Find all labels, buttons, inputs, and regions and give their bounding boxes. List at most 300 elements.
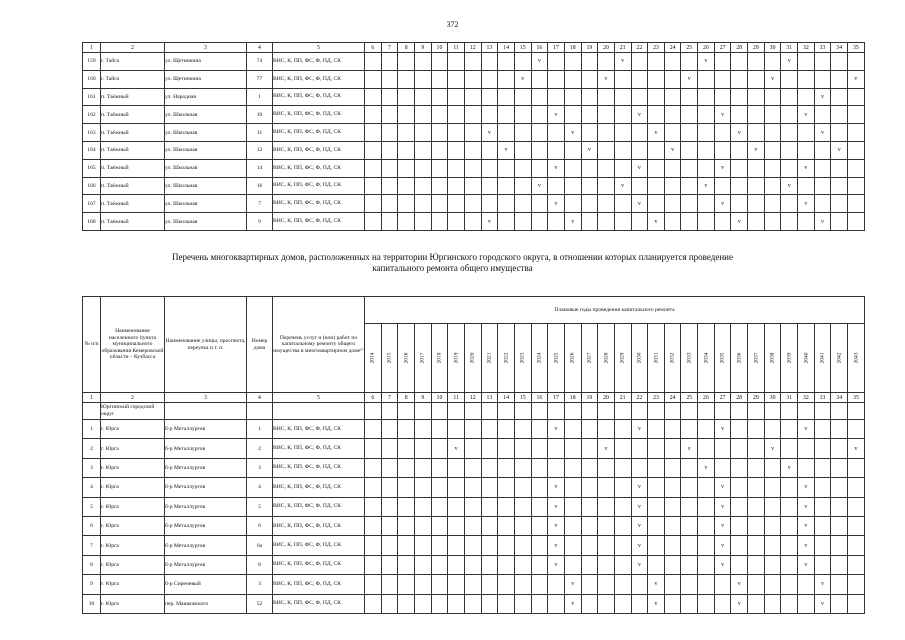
planned-year-mark: v — [631, 516, 648, 535]
year-cell — [381, 70, 398, 88]
planned-year-mark: v — [581, 141, 598, 159]
year-cell — [498, 516, 515, 535]
year-cell — [448, 420, 465, 439]
year-cell — [698, 575, 715, 594]
empty-cell — [714, 403, 731, 420]
year-cell — [448, 159, 465, 177]
year-cell — [814, 53, 831, 71]
year-cell — [614, 159, 631, 177]
year-cell — [464, 195, 481, 213]
year-cell — [614, 575, 631, 594]
year-cell — [365, 53, 382, 71]
year-cell — [464, 555, 481, 574]
year-cell — [531, 159, 548, 177]
house-number: 10 — [247, 106, 273, 124]
year-cell — [631, 70, 648, 88]
street-name: ул. Школьная — [165, 106, 247, 124]
empty-cell — [664, 403, 681, 420]
year-cell — [414, 458, 431, 477]
year-cell — [448, 497, 465, 516]
empty-cell — [564, 403, 581, 420]
year-cell — [564, 53, 581, 71]
services-list: ВИС, К, ПП, ФС, Ф, ПД, СК — [273, 88, 365, 106]
year-cell — [798, 177, 815, 195]
yurga-houses-table — [82, 296, 865, 614]
year-cell — [614, 70, 631, 88]
column-number: 2 — [101, 393, 165, 403]
year-cell — [598, 124, 615, 142]
year-cell — [814, 420, 831, 439]
empty-cell — [398, 403, 415, 420]
empty-cell — [648, 403, 665, 420]
year-cell — [531, 478, 548, 497]
year-cell — [581, 420, 598, 439]
house-number: 8 — [247, 555, 273, 574]
year-cell — [398, 594, 415, 613]
services-list: ВИС, К, ПП, ФС, Ф, ПД, СК — [273, 124, 365, 142]
year-cell — [631, 458, 648, 477]
year-cell — [681, 159, 698, 177]
year-cell — [464, 478, 481, 497]
year-cell — [365, 575, 382, 594]
year-cell — [731, 70, 748, 88]
table-row — [83, 536, 865, 555]
column-number: 29 — [748, 393, 765, 403]
year-cell — [798, 575, 815, 594]
year-cell — [531, 497, 548, 516]
settlement-name: г. Юрга — [101, 516, 165, 535]
column-number: 12 — [464, 393, 481, 403]
year-cell — [848, 555, 865, 574]
year-cell — [664, 53, 681, 71]
year-cell — [531, 195, 548, 213]
year-cell — [365, 141, 382, 159]
year-cell — [781, 478, 798, 497]
empty-cell — [247, 403, 273, 420]
year-cell — [431, 420, 448, 439]
col-header-years-title: Плановые годы проведения капитального ремонта — [365, 297, 865, 324]
year-cell — [781, 516, 798, 535]
year-cell — [664, 177, 681, 195]
table-row — [83, 439, 865, 458]
planned-year-mark: v — [731, 124, 748, 142]
year-cell — [398, 478, 415, 497]
column-number: 24 — [664, 43, 681, 53]
year-cell — [414, 213, 431, 231]
year-cell — [498, 124, 515, 142]
year-cell — [848, 497, 865, 516]
year-cell — [381, 420, 398, 439]
planned-year-mark: v — [548, 159, 565, 177]
year-cell — [481, 555, 498, 574]
year-cell — [598, 594, 615, 613]
year-cell — [464, 516, 481, 535]
column-number: 8 — [398, 393, 415, 403]
planned-year-mark: v — [848, 439, 865, 458]
year-cell — [848, 458, 865, 477]
services-list: ВИС, К, ПП, ФС, Ф, ПД, СК — [273, 516, 365, 535]
col-header-number: № п/п — [83, 297, 101, 393]
planned-year-mark: v — [798, 106, 815, 124]
year-cell — [664, 458, 681, 477]
year-cell — [414, 53, 431, 71]
planned-year-mark: v — [664, 141, 681, 159]
year-cell — [764, 88, 781, 106]
year-cell — [564, 497, 581, 516]
year-header — [381, 324, 398, 393]
column-number: 32 — [798, 43, 815, 53]
year-cell — [548, 458, 565, 477]
planned-year-mark: v — [548, 478, 565, 497]
year-cell — [464, 594, 481, 613]
year-cell — [414, 88, 431, 106]
year-cell — [464, 124, 481, 142]
empty-cell — [698, 403, 715, 420]
year-cell — [831, 88, 848, 106]
year-cell — [614, 141, 631, 159]
year-cell — [398, 141, 415, 159]
year-cell — [448, 106, 465, 124]
year-cell — [848, 594, 865, 613]
year-cell — [365, 177, 382, 195]
year-cell — [481, 88, 498, 106]
year-cell — [365, 536, 382, 555]
year-cell — [564, 177, 581, 195]
empty-cell — [681, 403, 698, 420]
table-row — [83, 555, 865, 574]
year-header — [414, 324, 431, 393]
planned-year-mark: v — [781, 458, 798, 477]
planned-year-mark: v — [714, 536, 731, 555]
year-cell — [581, 478, 598, 497]
planned-year-mark: v — [648, 594, 665, 613]
house-number: 14 — [247, 159, 273, 177]
year-cell — [598, 478, 615, 497]
year-cell — [698, 594, 715, 613]
row-number: 165 — [83, 159, 101, 177]
year-cell — [365, 555, 382, 574]
year-cell — [798, 70, 815, 88]
year-cell — [831, 420, 848, 439]
house-number: 11 — [247, 124, 273, 142]
house-number: 7 — [247, 195, 273, 213]
planned-year-mark: v — [714, 106, 731, 124]
year-cell — [431, 141, 448, 159]
year-cell — [748, 53, 765, 71]
year-header — [514, 324, 531, 393]
year-cell — [581, 594, 598, 613]
year-cell — [514, 106, 531, 124]
year-cell — [614, 536, 631, 555]
group-label: Юргинский городской округ — [101, 403, 165, 420]
year-cell — [848, 141, 865, 159]
year-cell — [498, 177, 515, 195]
year-cell — [748, 159, 765, 177]
services-list: ВИС, К, ПП, ФС, Ф, ПД, СК — [273, 159, 365, 177]
year-cell — [614, 594, 631, 613]
year-cell — [548, 594, 565, 613]
year-cell — [514, 53, 531, 71]
year-cell — [631, 53, 648, 71]
planned-year-mark: v — [631, 536, 648, 555]
column-number: 9 — [414, 393, 431, 403]
column-number: 7 — [381, 393, 398, 403]
year-cell — [381, 124, 398, 142]
col-header-street: Наименование улицы, проспекта, переулка и т. п. — [165, 297, 247, 393]
year-cell — [481, 141, 498, 159]
planned-year-mark: v — [548, 106, 565, 124]
year-cell — [448, 478, 465, 497]
house-number: 3 — [247, 575, 273, 594]
year-label: 2015 — [386, 352, 393, 364]
year-cell — [664, 124, 681, 142]
column-number: 13 — [481, 393, 498, 403]
house-number: 12 — [247, 141, 273, 159]
table-row — [83, 159, 865, 177]
column-number: 31 — [781, 43, 798, 53]
year-cell — [481, 594, 498, 613]
year-cell — [531, 439, 548, 458]
year-cell — [664, 420, 681, 439]
year-cell — [698, 195, 715, 213]
house-number: 3 — [247, 458, 273, 477]
year-cell — [748, 439, 765, 458]
column-number: 18 — [564, 43, 581, 53]
year-cell — [681, 555, 698, 574]
column-number: 26 — [698, 43, 715, 53]
year-cell — [764, 575, 781, 594]
settlement-name: п. Таёжный — [101, 141, 165, 159]
year-cell — [764, 536, 781, 555]
year-cell — [365, 497, 382, 516]
empty-cell — [614, 403, 631, 420]
year-cell — [631, 177, 648, 195]
year-label: 2024 — [536, 352, 543, 364]
year-cell — [514, 124, 531, 142]
settlement-name: г. Тайга — [101, 53, 165, 71]
year-cell — [531, 594, 548, 613]
year-cell — [381, 159, 398, 177]
year-cell — [748, 575, 765, 594]
year-cell — [781, 141, 798, 159]
year-cell — [648, 420, 665, 439]
year-cell — [398, 88, 415, 106]
year-cell — [514, 478, 531, 497]
year-cell — [481, 516, 498, 535]
year-cell — [398, 420, 415, 439]
planned-year-mark: v — [631, 555, 648, 574]
year-cell — [631, 213, 648, 231]
year-cell — [365, 420, 382, 439]
table-row — [83, 53, 865, 71]
year-cell — [381, 458, 398, 477]
year-cell — [831, 575, 848, 594]
year-cell — [648, 536, 665, 555]
year-label: 2029 — [619, 352, 626, 364]
year-cell — [498, 420, 515, 439]
year-cell — [664, 70, 681, 88]
settlement-name: п. Таёжный — [101, 124, 165, 142]
column-number: 6 — [365, 393, 382, 403]
planned-year-mark: v — [564, 124, 581, 142]
street-name: пер. Машковского — [165, 594, 247, 613]
year-cell — [414, 420, 431, 439]
column-number: 22 — [631, 43, 648, 53]
year-label: 2028 — [603, 352, 610, 364]
year-cell — [698, 439, 715, 458]
year-cell — [481, 458, 498, 477]
year-cell — [598, 141, 615, 159]
planned-year-mark: v — [614, 177, 631, 195]
year-cell — [448, 575, 465, 594]
year-cell — [731, 555, 748, 574]
year-cell — [531, 516, 548, 535]
year-header — [764, 324, 781, 393]
year-cell — [481, 70, 498, 88]
planned-year-mark: v — [814, 213, 831, 231]
year-cell — [464, 439, 481, 458]
year-cell — [748, 516, 765, 535]
year-cell — [664, 516, 681, 535]
year-cell — [831, 478, 848, 497]
planned-year-mark: v — [698, 53, 715, 71]
planned-year-mark: v — [498, 141, 515, 159]
year-cell — [614, 516, 631, 535]
year-cell — [481, 536, 498, 555]
year-cell — [648, 497, 665, 516]
year-cell — [831, 516, 848, 535]
year-cell — [498, 478, 515, 497]
year-cell — [548, 141, 565, 159]
year-cell — [598, 516, 615, 535]
column-number: 13 — [481, 43, 498, 53]
year-cell — [414, 70, 431, 88]
settlement-name: п. Таёжный — [101, 159, 165, 177]
settlement-name: п. Таёжный — [101, 213, 165, 231]
year-cell — [381, 516, 398, 535]
planned-year-mark: v — [631, 420, 648, 439]
year-cell — [564, 141, 581, 159]
year-cell — [598, 106, 615, 124]
year-cell — [398, 159, 415, 177]
year-cell — [481, 497, 498, 516]
year-cell — [731, 420, 748, 439]
table-row — [83, 420, 865, 439]
year-cell — [431, 159, 448, 177]
year-cell — [464, 177, 481, 195]
year-cell — [848, 213, 865, 231]
year-cell — [614, 195, 631, 213]
year-cell — [748, 213, 765, 231]
year-cell — [598, 497, 615, 516]
planned-year-mark: v — [714, 420, 731, 439]
planned-year-mark: v — [631, 195, 648, 213]
settlement-name: п. Таёжный — [101, 88, 165, 106]
year-cell — [498, 88, 515, 106]
year-cell — [548, 177, 565, 195]
column-number: 5 — [273, 43, 365, 53]
column-number: 12 — [464, 43, 481, 53]
year-cell — [414, 575, 431, 594]
year-cell — [814, 159, 831, 177]
street-name: ул. Школьная — [165, 195, 247, 213]
row-number: 168 — [83, 213, 101, 231]
column-number: 34 — [831, 43, 848, 53]
year-cell — [698, 213, 715, 231]
year-cell — [531, 141, 548, 159]
planned-year-mark: v — [814, 124, 831, 142]
year-cell — [548, 213, 565, 231]
house-number: 6а — [247, 536, 273, 555]
year-cell — [748, 106, 765, 124]
services-list: ВИС, К, ПП, ФС, Ф, ПД, СК — [273, 536, 365, 555]
year-cell — [714, 575, 731, 594]
planned-year-mark: v — [848, 70, 865, 88]
year-cell — [498, 497, 515, 516]
year-cell — [831, 53, 848, 71]
year-cell — [681, 53, 698, 71]
planned-year-mark: v — [798, 420, 815, 439]
planned-year-mark: v — [798, 195, 815, 213]
year-cell — [381, 141, 398, 159]
year-cell — [781, 70, 798, 88]
year-cell — [564, 420, 581, 439]
row-number: 8 — [83, 555, 101, 574]
year-cell — [498, 70, 515, 88]
street-name: ул. Щетинкина — [165, 70, 247, 88]
year-cell — [365, 594, 382, 613]
column-number: 22 — [631, 393, 648, 403]
planned-year-mark: v — [598, 70, 615, 88]
year-cell — [548, 439, 565, 458]
empty-cell — [781, 403, 798, 420]
year-cell — [648, 439, 665, 458]
year-cell — [581, 555, 598, 574]
planned-year-mark: v — [714, 497, 731, 516]
planned-year-mark: v — [714, 555, 731, 574]
column-number: 16 — [531, 43, 548, 53]
planned-year-mark: v — [698, 458, 715, 477]
year-cell — [731, 141, 748, 159]
year-cell — [764, 53, 781, 71]
year-cell — [831, 536, 848, 555]
column-number: 8 — [398, 43, 415, 53]
year-cell — [464, 420, 481, 439]
planned-year-mark: v — [631, 106, 648, 124]
year-cell — [531, 106, 548, 124]
house-number: 4 — [247, 478, 273, 497]
column-number: 15 — [514, 393, 531, 403]
year-cell — [564, 536, 581, 555]
year-cell — [398, 70, 415, 88]
year-cell — [414, 141, 431, 159]
year-cell — [464, 497, 481, 516]
year-cell — [481, 106, 498, 124]
planned-year-mark: v — [598, 439, 615, 458]
year-cell — [431, 516, 448, 535]
house-number: 6 — [247, 516, 273, 535]
planned-year-mark: v — [531, 53, 548, 71]
column-number: 31 — [781, 393, 798, 403]
year-cell — [514, 420, 531, 439]
table-row — [83, 516, 865, 535]
year-cell — [648, 516, 665, 535]
row-number: 161 — [83, 88, 101, 106]
street-name: б-р Металлургов — [165, 497, 247, 516]
column-number: 3 — [165, 393, 247, 403]
year-cell — [448, 141, 465, 159]
column-number: 15 — [514, 43, 531, 53]
